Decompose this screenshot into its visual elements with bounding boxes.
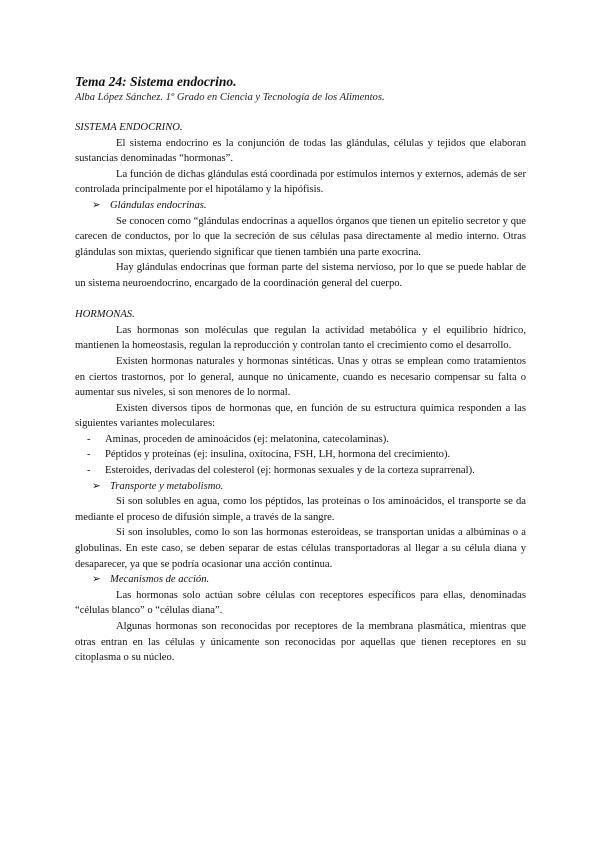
list-item	[75, 432, 526, 448]
arrow-bullet-icon: ➢	[92, 199, 101, 211]
section-spacer	[75, 292, 526, 308]
paragraph: Si son insolubles, como lo son las hormonas esteroideas, se transportan unidas a albúminas o a globulinas. En este caso, se deben separar de estas células transportadoras al llegar a su célula diana y desaparecer, ya que se podría ocasionar una acción continua.	[75, 527, 526, 570]
list-item-text: Esteroides, derivadas del colesterol (ej: hormonas sexuales y de la corteza suprarrenal).	[105, 465, 475, 477]
paragraph: Se conocen como “glándulas endocrinas a aquellos órganos que tienen un epitelio secretor y que carecen de conductos, por lo que la secreción de sus células pasa directamente al medio interno. Otras glándulas son mixtas, queriendo significar que tienen también una parte exocrina.	[75, 215, 526, 258]
section-heading-hormonas: HORMONAS.	[75, 309, 135, 321]
document-subtitle: Alba López Sánchez. 1º Grado en Ciencia y Tecnología de los Alimentos.	[75, 92, 385, 103]
list-item-text: Aminas, proceden de aminoácidos (ej: melatonina, catecolaminas).	[105, 433, 389, 445]
molecular-variants-list	[75, 432, 526, 479]
document-title: Tema 24: Sistema endocrino.	[75, 74, 237, 89]
paragraph: Hay glándulas endocrinas que forman parte del sistema nervioso, por lo que se puede hablar de un sistema neuroendocrino, encargado de la coordinación general del cuerpo.	[75, 262, 526, 289]
subheading-transporte-metabolismo	[75, 479, 526, 495]
subheading-glandulas-endocrinas	[75, 198, 526, 214]
subheading-label: Transporte y metabolismo.	[110, 480, 224, 492]
paragraph: Si son solubles en agua, como los péptidos, las proteínas o los aminoácidos, el transporte se da mediante el proceso de difusión simple, a través de la sangre.	[75, 496, 526, 523]
paragraph: Existen hormonas naturales y hormonas sintéticas. Unas y otras se emplean como tratamientos en ciertos trastornos, por lo general, aunque no únicamente, cuando es necesario compensar su falta o aumentar sus niveles, si son menores de lo normal.	[75, 355, 526, 399]
dash-bullet-icon: -	[87, 433, 91, 445]
document-body	[75, 120, 526, 666]
paragraph: Existen diversos tipos de hormonas que, en función de su estructura química responden a las siguientes variantes moleculares:	[75, 402, 526, 430]
paragraph: Las hormonas solo actúan sobre células con receptores específicos para ellas, denominadas “células blanco” o “células diana”.	[75, 589, 526, 617]
section-heading-sistema-endocrino: SISTEMA ENDOCRINO.	[75, 122, 183, 133]
list-item-text: Péptidos y proteínas (ej: insulina, oxitocina, FSH, LH, hormona del crecimiento).	[105, 449, 451, 461]
paragraph: El sistema endocrino es la conjunción de todas las glándulas, células y tejidos que elaboran sustancias denominadas “hormonas”.	[75, 137, 526, 165]
paragraph: La función de dichas glándulas está coordinada por estímulos internos y externos, además de ser controlada principalmente por el hipotálamo y la hipófisis.	[75, 168, 526, 196]
subheading-label: Glándulas endocrinas.	[110, 199, 207, 211]
dash-bullet-icon: -	[87, 465, 91, 477]
paragraph: Algunas hormonas son reconocidas por receptores de la membrana plasmática, mientras que otras entran en las células y únicamente son reconocidas por aquellas que tienen receptores en su citoplasma o su núcleo.	[75, 621, 526, 664]
subheading-label: Mecanismos de acción.	[110, 574, 210, 586]
dash-bullet-icon: -	[87, 449, 91, 461]
arrow-bullet-icon: ➢	[92, 574, 101, 586]
list-item	[75, 463, 526, 479]
paragraph: Las hormonas son moléculas que regulan la actividad metabólica y el equilibrio hídrico, mantienen la homeostasis, regulan la reproducción y controlan tanto el crecimiento como el desarrollo.	[75, 324, 526, 352]
subheading-mecanismos-accion	[75, 572, 526, 588]
list-item	[75, 447, 526, 463]
arrow-bullet-icon: ➢	[92, 480, 101, 492]
